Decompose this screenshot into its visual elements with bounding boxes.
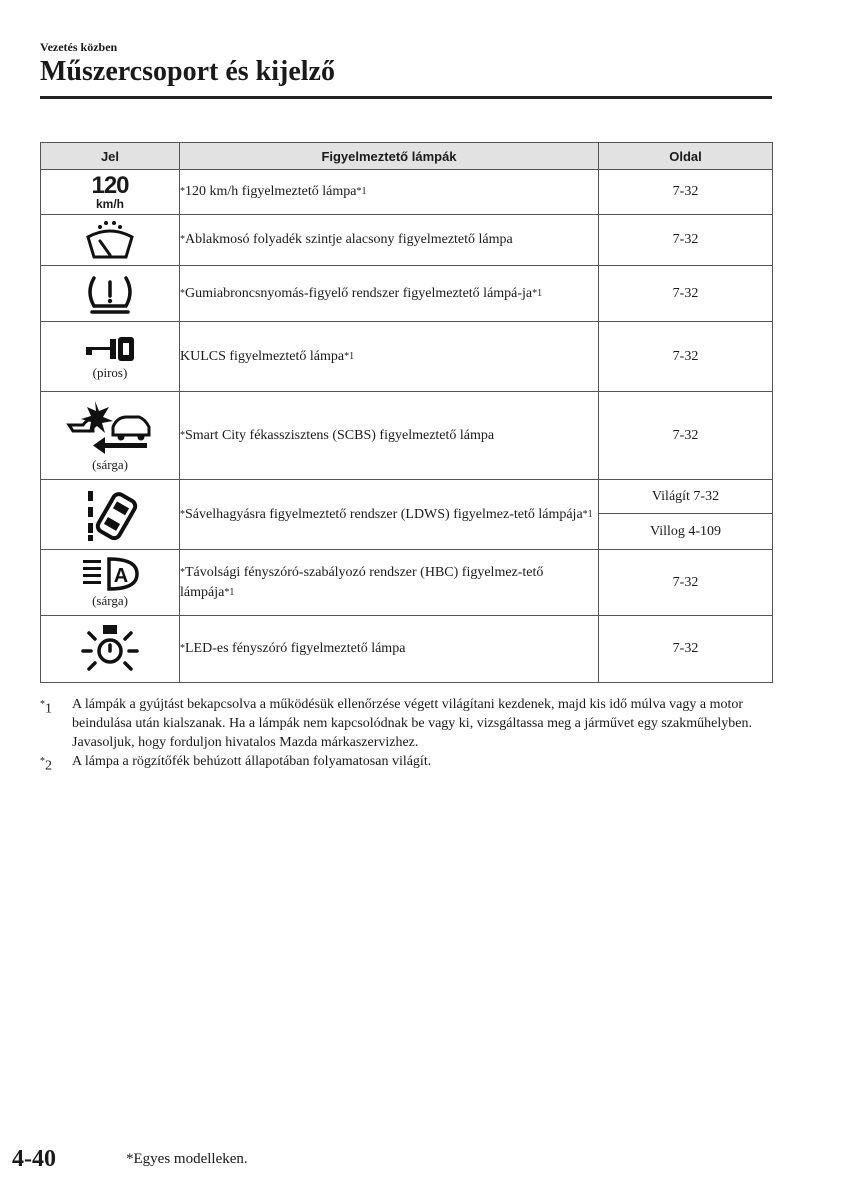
table-row xyxy=(41,322,773,392)
symbol-cell xyxy=(41,266,180,322)
key-icon xyxy=(80,333,140,363)
header-lamps: Figyelmeztető lámpák xyxy=(180,143,599,170)
lamp-description: *Gumiabroncsnyomás-figyelő rendszer figyelmeztető lámpá-$ja^{*1}$ xyxy=(180,266,599,322)
ldws-icon xyxy=(82,487,138,543)
page-ref: 7-32 xyxy=(599,170,773,215)
page-ref: 7-32 xyxy=(599,392,773,480)
footnote-2: *2 A lámpa a rögzítőfék behúzott állapotában folyamatosan világít. xyxy=(40,754,432,774)
symbol-cell xyxy=(41,480,180,550)
scbs-icon xyxy=(65,399,155,455)
page-ref: 7-32 xyxy=(599,616,773,683)
table-row xyxy=(41,392,773,480)
lamp-description: *Smart City fékasszisztens (SCBS) figyelmeztető lámpa xyxy=(180,392,599,480)
title-rule xyxy=(40,96,772,99)
page-ref: 7-32 xyxy=(599,322,773,392)
table-row xyxy=(41,550,773,616)
lamp-description: *LED-es fényszóró figyelmeztető lámpa xyxy=(180,616,599,683)
warning-lamps-table xyxy=(40,142,773,683)
lamp-description: KULCS figyelmeztető lámpa$^{*1}$ xyxy=(180,322,599,392)
symbol-cell: A (sárga) xyxy=(41,550,180,616)
table-row xyxy=(41,480,773,514)
symbol-cell xyxy=(41,215,180,266)
page-title: Műszercsoport és kijelző xyxy=(40,56,335,87)
washer-fluid-icon xyxy=(82,219,138,261)
symbol-cell xyxy=(41,616,180,683)
page-ref: 7-32 xyxy=(599,215,773,266)
page-ref: 7-32 xyxy=(599,266,773,322)
table-header-row xyxy=(41,143,773,170)
symbol-cell xyxy=(41,170,180,215)
lamp-description: *Sávelhagyásra figyelmeztető rendszer (LDWS) figyelmez-tető lámpája$^{*1}$ xyxy=(180,480,599,550)
model-note: *Egyes modelleken. xyxy=(126,1151,248,1167)
page-ref: 7-32 xyxy=(599,550,773,616)
lamp-description: *Ablakmosó folyadék szintje alacsony figyelmeztető lámpa xyxy=(180,215,599,266)
table-row xyxy=(41,616,773,683)
tire-pressure-icon xyxy=(82,272,138,316)
symbol-cell: (piros) xyxy=(41,322,180,392)
section-label: Vezetés közben xyxy=(40,40,118,54)
lamp-description: *120 km/h figyelmeztető lámpa$^{*1}$ xyxy=(180,170,599,215)
footnotes xyxy=(40,695,780,774)
table-row xyxy=(41,266,773,322)
symbol-cell: (sárga) xyxy=(41,392,180,480)
header-symbol: Jel xyxy=(41,143,180,170)
page-ref-on: Világít 7-32 xyxy=(599,480,773,514)
header-page: Oldal xyxy=(599,143,773,170)
led-headlight-icon xyxy=(79,623,141,675)
page-number: 4-40 xyxy=(12,1146,56,1172)
hbc-icon xyxy=(79,557,141,591)
page-ref-blink: Villog 4-109 xyxy=(599,514,773,550)
svg-text:A: A xyxy=(113,564,129,587)
table-row xyxy=(41,215,773,266)
speed-120-icon: 120 km/h xyxy=(91,172,129,211)
table-row xyxy=(41,170,773,215)
footnote-1: *1 A lámpák a gyújtást bekapcsolva a működésük ellenőrzése végett világítani kezdenek, majd kis idő múlva vagy a motor beindulása után kialszanak. Ha a lámpák nem kapcsolódnak be vagy ki, vizsgáltassa meg a járművet egy szakműhelyben. Javasoljuk, hogy forduljon hivatalos Mazda márkaszervizhez. xyxy=(40,697,752,750)
lamp-description: *Távolsági fényszóró-szabályozó rendszer (HBC) figyelmez-tető lámpája$^{*1}$ xyxy=(180,550,599,616)
